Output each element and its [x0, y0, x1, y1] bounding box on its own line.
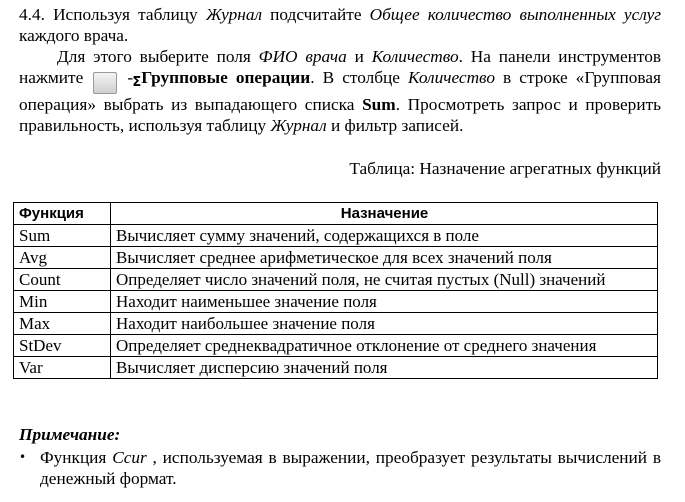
description-cell: Находит наибольшее значение поля [111, 313, 658, 335]
description-cell: Определяет число значений поля, не считая пустых (Null) значений [111, 269, 658, 291]
button-name: Групповые операции [141, 68, 311, 87]
description-cell: Находит наименьшее значение поля [111, 291, 658, 313]
column-header: Назначение [111, 203, 658, 225]
instr-text: . Просмотреть запрос и проверить правильность, используя таблицу [19, 95, 661, 135]
instr-text: . В столбце [310, 68, 400, 87]
instr-text: Для этого выберите поля [57, 47, 251, 66]
description-cell: Определяет среднеквадратичное отклонение от среднего значения [111, 335, 658, 357]
instr-text: и фильтр записей. [330, 116, 464, 135]
note-list-item [19, 447, 661, 489]
description-cell: Вычисляет сумму значений, содержащихся в поле [111, 225, 658, 247]
function-cell: StDev [14, 335, 111, 357]
table-caption: Таблица: Назначение агрегатных функций [349, 159, 661, 178]
task-paragraph [19, 4, 661, 46]
task-text: Используя таблицу [53, 5, 198, 24]
function-cell: Avg [14, 247, 111, 269]
task-text: подсчитайте [270, 5, 362, 24]
task-text: каждого врача. [19, 26, 129, 45]
function-name: Sum [362, 95, 396, 114]
function-cell: Max [14, 313, 111, 335]
bullet-icon: • [19, 450, 27, 464]
sigma-icon: Σ [93, 72, 117, 94]
table-row [14, 291, 658, 313]
task-number: 4.4. [19, 5, 45, 24]
instructions-paragraph [19, 46, 661, 136]
table-row [14, 313, 658, 335]
note-text-part: Функция [40, 448, 107, 467]
note-title: Примечание: [19, 425, 121, 444]
table-row [14, 225, 658, 247]
table-name: Журнал [270, 116, 327, 135]
table-header-row [14, 203, 658, 225]
note-text-part: , используемая в выражении, преобразует результаты вычислений в денежный формат. [40, 448, 661, 488]
column-header: Функция [14, 203, 111, 225]
table-name: Журнал [205, 5, 262, 24]
instr-text: и [354, 47, 364, 66]
field-name: ФИО врача [258, 47, 347, 66]
table-row [14, 335, 658, 357]
field-name: Количество [408, 68, 495, 87]
table-row [14, 269, 658, 291]
task-phrase: Общее количество выполненных услуг [369, 5, 661, 24]
instr-text: . На панели инструментов нажмите [19, 47, 662, 87]
function-cell: Sum [14, 225, 111, 247]
description-cell: Вычисляет дисперсию значений поля [111, 357, 658, 379]
function-cell: Count [14, 269, 111, 291]
note-text [40, 447, 661, 489]
field-name: Количество [371, 47, 459, 66]
instr-text: в строке «Групповая операция» выбрать из выпадающего списка [19, 68, 661, 114]
description-cell: Вычисляет среднее арифметическое для всех значений поля [111, 247, 658, 269]
function-name: Ccur [112, 448, 147, 467]
function-cell: Var [14, 357, 111, 379]
table-row [14, 357, 658, 379]
table-row [14, 247, 658, 269]
aggregate-functions-table [13, 202, 658, 379]
function-cell: Min [14, 291, 111, 313]
instr-text: - [127, 68, 134, 87]
